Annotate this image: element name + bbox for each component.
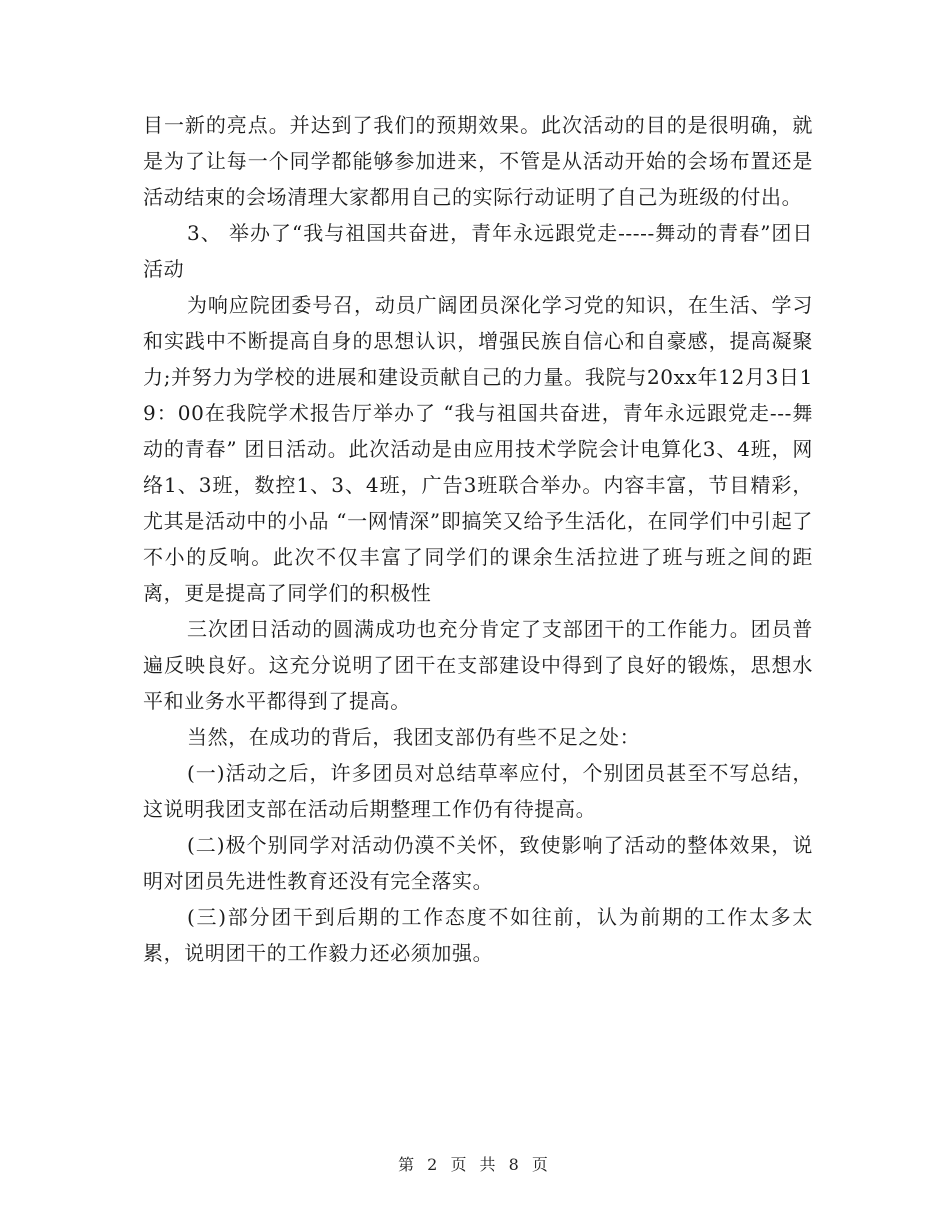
paragraph-activity-description: 为响应院团委号召，动员广阔团员深化学习党的知识，在生活、学习和实践中不断提高自身的思想认识，增强民族自信心和自豪感，提高凝聚力;并努力为学校的进展和建设贡献自己的力量。我院与20xx年12月3日19：00在我院学术报告厅举办了 “我与祖国共奋进，青年永远跟党走---舞动的青春” 团日活动。此次活动是由应用技术学院会计电算化3、4班，网络1、3班，数控1、3、4班，广告3班联合举办。内容丰富，节目精彩，尤其是活动中的小品 “一网情深”即搞笑又给予生活化，在同学们中引起了不小的反响。此次不仅丰富了同学们的课余生活拉进了班与班之间的距离，更是提高了同学们的积极性 [143, 293, 813, 605]
page-number-footer: 第 2 页 共 8 页 [398, 1155, 552, 1174]
paragraph-item-3-heading: 3、 举办了“我与祖国共奋进，青年永远跟党走-----舞动的青春”团日活动 [143, 221, 813, 281]
paragraph-shortcoming-3: (三)部分团干到后期的工作态度不如往前，认为前期的工作太多太累，说明团干的工作毅力还必须加强。 [143, 905, 813, 965]
paragraph-shortcoming-2: (二)极个别同学对活动仍漠不关怀，致使影响了活动的整体效果，说明对团员先进性教育还没有完全落实。 [143, 833, 813, 893]
paragraph-summary: 三次团日活动的圆满成功也充分肯定了支部团干的工作能力。团员普遍反映良好。这充分说明了团干在支部建设中得到了良好的锻炼，思想水平和业务水平都得到了提高。 [143, 617, 813, 713]
paragraph-shortcomings-intro: 当然，在成功的背后，我团支部仍有些不足之处： [187, 725, 641, 749]
paragraph-continued: 目一新的亮点。并达到了我们的预期效果。此次活动的目的是很明确，就是为了让每一个同学都能够参加进来，不管是从活动开始的会场布置还是活动结束的会场清理大家都用自己的实际行动证明了自己为班级的付出。 [143, 113, 813, 209]
paragraph-shortcoming-1: (一)活动之后，许多团员对总结草率应付，个别团员甚至不写总结，这说明我团支部在活动后期整理工作仍有待提高。 [143, 761, 813, 821]
document-body [143, 107, 813, 971]
